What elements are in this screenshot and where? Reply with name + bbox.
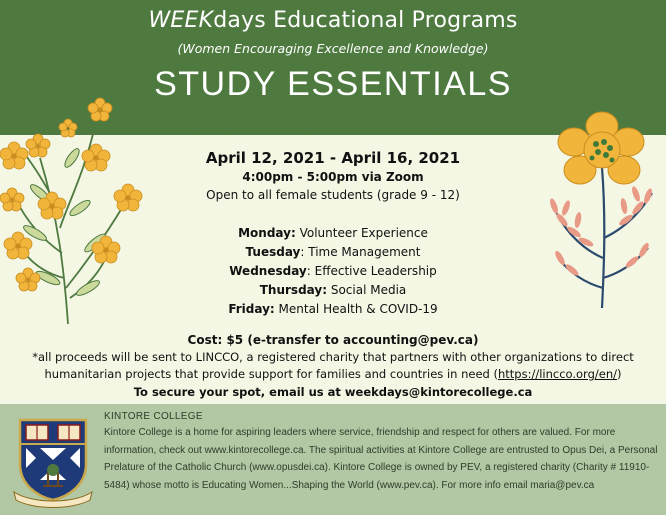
college-name: KINTORE COLLEGE bbox=[104, 411, 203, 422]
schedule-topic: : Time Management bbox=[300, 245, 421, 259]
program-title bbox=[0, 8, 666, 33]
schedule-day: Thursday: bbox=[259, 283, 328, 297]
main-title: STUDY ESSENTIALS bbox=[154, 65, 512, 103]
schedule-topic: Mental Health & COVID-19 bbox=[274, 302, 438, 316]
proceeds-text: *all proceeds will be sent to LINCCO, a registered charity that partners with other organizations to direct humanitarian projects that provide support for families and countries in need ( bbox=[32, 350, 634, 381]
event-time: 4:00pm - 5:00pm via Zoom bbox=[242, 170, 424, 184]
cost-label: Cost: $5 bbox=[187, 333, 244, 347]
schedule-topic: Social Media bbox=[327, 283, 407, 297]
event-dates: April 12, 2021 - April 16, 2021 bbox=[205, 149, 461, 167]
schedule-day: Friday: bbox=[228, 302, 275, 316]
college-info bbox=[104, 410, 660, 494]
college-crest-logo bbox=[12, 414, 94, 508]
right-flower-illustration bbox=[540, 108, 666, 318]
schedule-topic: : Effective Leadership bbox=[306, 264, 437, 278]
schedule-day: Monday: bbox=[238, 226, 296, 240]
proceeds-note bbox=[0, 349, 666, 383]
program-subtitle: (Women Encouraging Excellence and Knowledge) bbox=[177, 41, 489, 56]
program-title-emphasis: WEEK bbox=[148, 8, 214, 33]
schedule-day: Tuesday bbox=[245, 245, 301, 259]
registration-line: To secure your spot, email us at weekdays@kintorecollege.ca bbox=[133, 385, 533, 399]
event-audience: Open to all female students (grade 9 - 12) bbox=[206, 188, 460, 202]
cost-detail: (e-transfer to accounting@pev.ca) bbox=[243, 333, 479, 347]
cost-line bbox=[0, 331, 666, 349]
college-description: Kintore College is a home for aspiring leaders where service, friendship and respect for others are valued. For more information, check out www.kintorecollege.ca. The spiritual activities at Kintore College are entrusted to Opus Dei, a Personal Prelature of the Catholic Church (www.opusdei.ca). Kintore College is owned by PEV, a registered charity (Charity # 11910-5484) whose motto is Educating Women...Shaping the World (www.pev.ca). For more info email maria@pev.ca bbox=[104, 427, 658, 491]
schedule-topic: Volunteer Experience bbox=[295, 226, 428, 240]
lincco-link[interactable]: https://lincco.org/en/ bbox=[497, 367, 617, 381]
proceeds-end: ) bbox=[617, 367, 622, 381]
schedule-day: Wednesday bbox=[229, 264, 307, 278]
edition-label: SPRING BREAK SEMINAR SERIES EDITION bbox=[193, 118, 473, 132]
program-title-rest: days Educational Programs bbox=[213, 8, 518, 33]
